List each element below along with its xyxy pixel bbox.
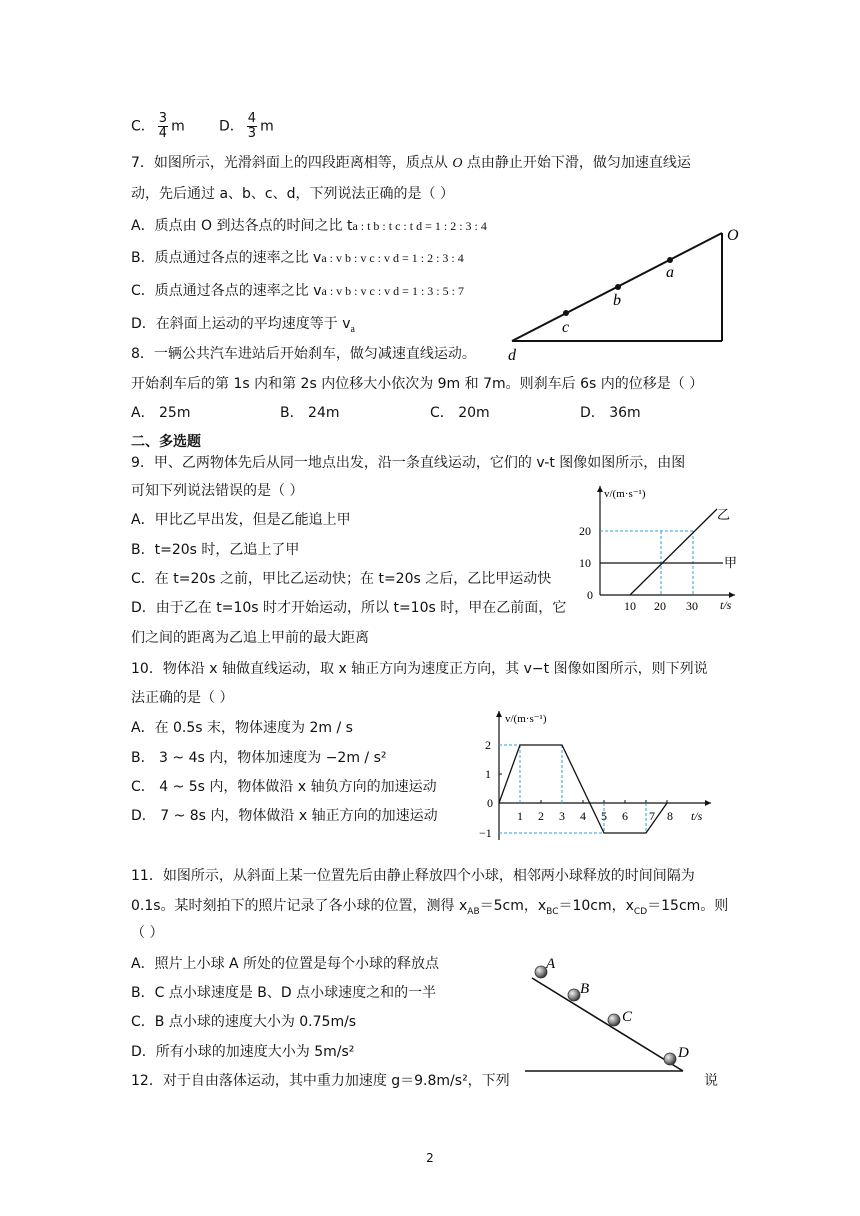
q7-stem-line1: 7．如图所示，光滑斜面上的四段距离相等，质点从 O 点由静止开始下滑，做匀加速直线运 xyxy=(131,155,691,171)
q10-xtick-5: 5 xyxy=(601,809,607,823)
q9-xtick-20: 20 xyxy=(654,599,666,613)
q8-option-a: A． 25m xyxy=(131,405,191,421)
q9-ytick-10: 10 xyxy=(579,556,591,570)
q11-stem-line3: （ ） xyxy=(131,925,164,941)
q8-stem-line2: 开始刹车后的第 1s 内和第 2s 内位移大小依次为 9m 和 7m。则刹车后 6s 内的位移是（ ） xyxy=(131,376,704,392)
label-b: b xyxy=(613,292,621,309)
q8-stem-line1: 8．一辆公共汽车进站后开始刹车，做匀减速直线运动。 xyxy=(131,346,476,362)
q9-ytick-20: 20 xyxy=(579,524,591,538)
q10-xtick-1: 1 xyxy=(517,809,523,823)
q10-ytick-0: 0 xyxy=(487,796,493,810)
q9-legend-yi: 乙 xyxy=(717,507,731,522)
q7-option-a: A．质点由 O 到达各点的时间之比 ta : t b : t c : t d = 1 : 2 : 3 : 4 xyxy=(131,218,487,234)
q10-option-d: D． 7 ~ 8s 内，物体做沿 x 轴正方向的加速运动 xyxy=(131,808,438,824)
q9-xlabel: t/s xyxy=(720,598,732,612)
q8-option-b: B． 24m xyxy=(280,405,340,421)
q7-option-b: B．质点通过各点的速率之比 va : v b : v c : v d = 1 : 2 : 3 : 4 xyxy=(131,250,464,266)
q11-option-b: B．C 点小球速度是 B、D 点小球速度之和的一半 xyxy=(131,985,437,1001)
q10-xtick-4: 4 xyxy=(580,809,586,823)
q11-option-a: A．照片上小球 A 所处的位置是每个小球的释放点 xyxy=(131,956,440,972)
q11-stem-line1: 11．如图所示，从斜面上某一位置先后由静止释放四个小球，相邻两小球释放的时间间隔为 xyxy=(131,868,695,884)
q11-incline-figure xyxy=(520,950,720,1080)
q10-xlabel: t/s xyxy=(691,809,703,823)
q6-option-c: C． $\frac{3}{4}$ m xyxy=(131,111,185,141)
q10-xtick-2: 2 xyxy=(538,809,544,823)
label-ball-d: D xyxy=(678,1045,689,1061)
q9-vt-chart xyxy=(575,480,745,615)
q12-stem-line1: 12．对于自由落体运动，其中重力加速度 g＝9.8m/s²，下列 xyxy=(131,1073,510,1089)
q10-option-c: C． 4 ~ 5s 内，物体做沿 x 轴负方向的加速运动 xyxy=(131,779,437,795)
q10-option-b: B． 3 ~ 4s 内，物体加速度为 −2m / s² xyxy=(131,750,387,766)
q7-stem-line2: 动，先后通过 a、b、c、d，下列说法正确的是（ ） xyxy=(131,186,454,202)
q9-option-c: C．在 t=20s 之前，甲比乙运动快；在 t=20s 之后，乙比甲运动快 xyxy=(131,571,552,587)
ball-d xyxy=(664,1053,676,1065)
q10-ytick-neg1: −1 xyxy=(479,826,492,840)
q10-option-a: A．在 0.5s 末，物体速度为 2m / s xyxy=(131,720,353,736)
q9-xtick-10: 10 xyxy=(624,599,636,613)
section-multiple-choice-heading: 二、多选题 xyxy=(131,434,201,450)
q10-xtick-3: 3 xyxy=(559,809,565,823)
ball-b xyxy=(568,989,580,1001)
q11-stem-line2: 0.1s。某时刻拍下的照片记录了各小球的位置，测得 $x_{AB}=5cm$，$x_{BC}=10cm$，$x_{CD}=15cm$。则 xyxy=(131,898,729,917)
label-ball-c: C xyxy=(622,1009,633,1025)
q11-option-c: C．B 点小球的速度大小为 0.75m/s xyxy=(131,1014,357,1030)
label-a: a xyxy=(666,264,674,281)
q7-incline-figure xyxy=(500,220,750,365)
q9-option-a: A．甲比乙早出发，但是乙能追上甲 xyxy=(131,512,351,528)
label-ball-b: B xyxy=(580,981,590,997)
q10-ytick-2: 2 xyxy=(485,738,491,752)
q6-option-d: D． $\frac{4}{3}$ m xyxy=(219,111,274,141)
q10-xtick-8: 8 xyxy=(667,809,673,823)
label-ball-a: A xyxy=(546,956,556,972)
q9-ylabel: v/(m·s⁻¹) xyxy=(604,488,646,500)
q7-option-c: C．质点通过各点的速率之比 va : v b : v c : v d = 1 : 3 : 5 : 7 xyxy=(131,283,464,299)
q8-option-c: C． 20m xyxy=(430,405,490,421)
q10-xtick-7: 7 xyxy=(649,809,655,823)
point-b xyxy=(615,284,621,290)
q10-vt-chart xyxy=(475,705,720,845)
q9-option-d-line1: D．由于乙在 t=10s 时才开始运动，所以 t=10s 时，甲在乙前面，它 xyxy=(131,600,567,616)
ball-c xyxy=(608,1014,620,1026)
q7-option-d: D．在斜面上运动的平均速度等于 $v_a$ xyxy=(131,316,355,335)
point-a xyxy=(667,257,673,263)
q9-stem-line1: 9．甲、乙两物体先后从同一地点出发，沿一条直线运动，它们的 v-t 图像如图所示，由图 xyxy=(131,455,686,471)
q9-legend-jia: 甲 xyxy=(724,555,738,570)
q9-ytick-0: 0 xyxy=(587,588,593,602)
q9-xtick-30: 30 xyxy=(686,599,698,613)
q8-option-d: D． 36m xyxy=(580,405,641,421)
label-d: d xyxy=(508,347,516,364)
q11-option-d: D．所有小球的加速度大小为 5m/s² xyxy=(131,1044,355,1060)
q9-stem-line2: 可知下列说法错误的是（ ） xyxy=(131,483,304,499)
q10-stem-line1: 10．物体沿 x 轴做直线运动，取 x 轴正方向为速度正方向，其 v−t 图像如图所示，则下列说 xyxy=(131,661,708,677)
q10-ylabel: v/(m·s⁻¹) xyxy=(505,713,547,725)
q10-ytick-1: 1 xyxy=(485,767,491,781)
series-yi-line xyxy=(630,509,717,595)
q10-xtick-6: 6 xyxy=(622,809,628,823)
q9-option-b: B．t=20s 时，乙追上了甲 xyxy=(131,542,300,558)
q10-stem-line2: 法正确的是（ ） xyxy=(131,690,234,706)
q9-option-d-line2: 们之间的距离为乙追上甲前的最大距离 xyxy=(131,630,369,646)
label-o: O xyxy=(727,227,739,244)
q12-stem-tail: 说 xyxy=(704,1073,718,1089)
point-c xyxy=(563,310,569,316)
page-number: 2 xyxy=(426,1151,434,1165)
label-c: c xyxy=(562,319,570,336)
